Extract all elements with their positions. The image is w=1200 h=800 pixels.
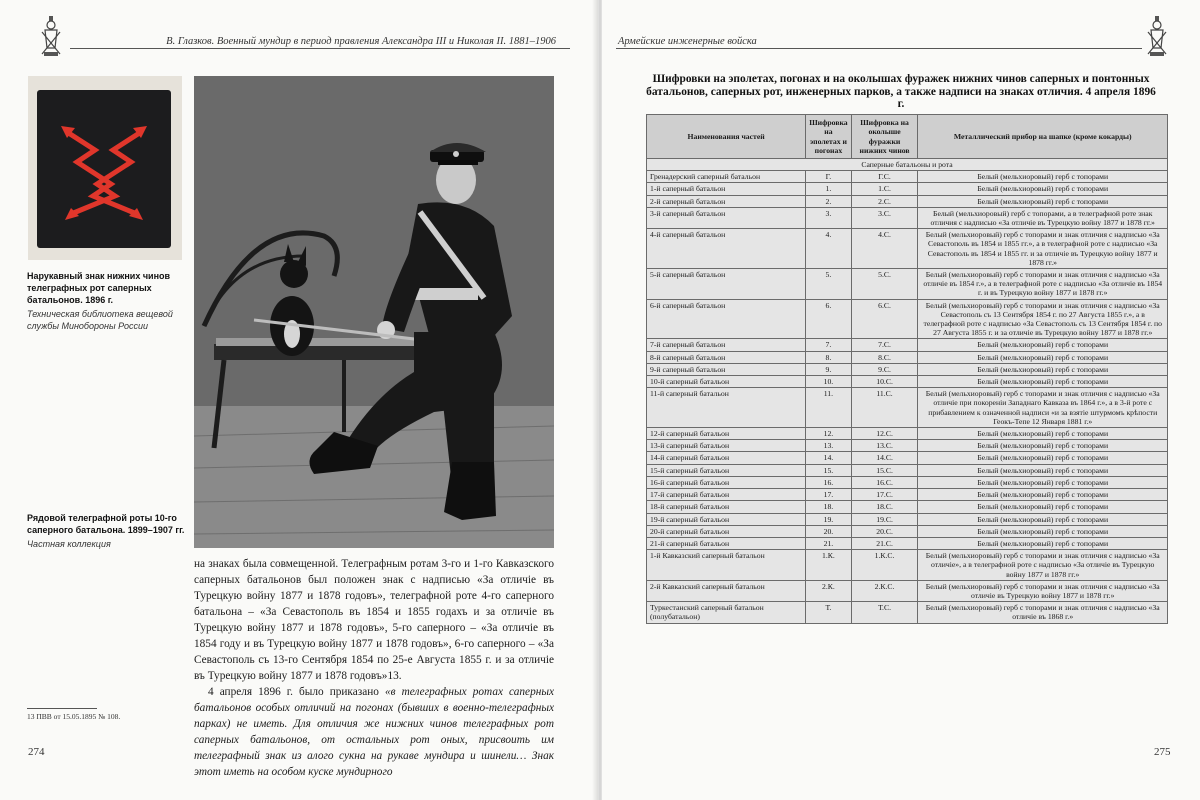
table-row bbox=[647, 428, 1168, 440]
cell-metal-insignia: Белый (мельхиоровый) герб с топорами bbox=[918, 501, 1168, 513]
cell-metal-insignia: Белый (мельхиоровый) герб с топорами bbox=[918, 339, 1168, 351]
page-number-right: 275 bbox=[1154, 746, 1171, 758]
running-head-right: Армейские инженерные войска bbox=[618, 36, 757, 47]
cell-metal-insignia: Белый (мельхиоровый) герб с топорами bbox=[918, 351, 1168, 363]
cell-unit-name: 19-й саперный батальон bbox=[647, 513, 806, 525]
page-number-left: 274 bbox=[28, 746, 45, 758]
photo-caption-title: Рядовой телеграфной роты 10-го саперного батальона. 1899–1907 гг. bbox=[27, 513, 185, 535]
table-row bbox=[647, 464, 1168, 476]
table-row bbox=[647, 339, 1168, 351]
cell-cap-band-cipher: 4.С. bbox=[851, 229, 918, 269]
cell-metal-insignia: Белый (мельхиоровый) герб с топорами bbox=[918, 452, 1168, 464]
cell-unit-name: 6-й саперный батальон bbox=[647, 299, 806, 339]
cell-metal-insignia: Белый (мельхиоровый) герб с топорами bbox=[918, 537, 1168, 549]
cell-cap-band-cipher: 7.С. bbox=[851, 339, 918, 351]
table-section-row bbox=[647, 159, 1168, 171]
cell-unit-name: 21-й саперный батальон bbox=[647, 537, 806, 549]
cell-cap-band-cipher: 15.С. bbox=[851, 464, 918, 476]
cell-metal-insignia: Белый (мельхиоровый) герб с топорами bbox=[918, 195, 1168, 207]
cell-epaulette-cipher: 7. bbox=[806, 339, 851, 351]
table-row bbox=[647, 452, 1168, 464]
insignia-table bbox=[646, 114, 1168, 624]
table-row bbox=[647, 602, 1168, 623]
table-row bbox=[647, 440, 1168, 452]
cell-epaulette-cipher: 18. bbox=[806, 501, 851, 513]
cell-epaulette-cipher: 1. bbox=[806, 183, 851, 195]
cell-cap-band-cipher: 16.С. bbox=[851, 476, 918, 488]
cell-epaulette-cipher: 21. bbox=[806, 537, 851, 549]
cell-cap-band-cipher: 13.С. bbox=[851, 440, 918, 452]
table-row bbox=[647, 550, 1168, 581]
table-row bbox=[647, 489, 1168, 501]
table-row bbox=[647, 537, 1168, 549]
telegraph-badge-patch bbox=[37, 90, 171, 248]
cell-metal-insignia: Белый (мельхиоровый) герб с топорами bbox=[918, 183, 1168, 195]
cell-metal-insignia: Белый (мельхиоровый) герб с топорами bbox=[918, 525, 1168, 537]
table-row bbox=[647, 476, 1168, 488]
left-page bbox=[0, 0, 598, 800]
cell-epaulette-cipher: 8. bbox=[806, 351, 851, 363]
footnote-rule bbox=[27, 708, 97, 709]
table-row bbox=[647, 183, 1168, 195]
cell-unit-name: 3-й саперный батальон bbox=[647, 207, 806, 228]
photo-caption bbox=[27, 512, 187, 550]
cell-cap-band-cipher: 12.С. bbox=[851, 428, 918, 440]
body-paragraph-2 bbox=[194, 684, 554, 780]
footnote: 13 ПВВ от 15.05.1895 № 108. bbox=[27, 712, 121, 721]
table-row bbox=[647, 580, 1168, 601]
cell-unit-name: 16-й саперный батальон bbox=[647, 476, 806, 488]
cell-cap-band-cipher: 3.С. bbox=[851, 207, 918, 228]
cell-epaulette-cipher: 2. bbox=[806, 195, 851, 207]
header-unit-name: Наименования частей bbox=[647, 115, 806, 159]
table-row bbox=[647, 501, 1168, 513]
cell-cap-band-cipher: 11.С. bbox=[851, 388, 918, 428]
badge-caption-source: Техническая библиотека вещевой службы Минобороны России bbox=[27, 309, 173, 331]
cell-metal-insignia: Белый (мельхиоровый) герб с топорами и знак отличия с надписью «За отличiе въ Турецкую войну 1877 и 1878 гг.» bbox=[918, 580, 1168, 601]
cell-metal-insignia: Белый (мельхиоровый) герб с топорами bbox=[918, 489, 1168, 501]
cell-metal-insignia: Белый (мельхиоровый) герб с топорами bbox=[918, 376, 1168, 388]
cell-metal-insignia: Белый (мельхиоровый) герб с топорами bbox=[918, 476, 1168, 488]
sapper-emblem-icon bbox=[40, 14, 62, 58]
cell-epaulette-cipher: 14. bbox=[806, 452, 851, 464]
header-rule-right bbox=[616, 48, 1142, 49]
running-head: В. Глазков. Военный мундир в период правления Александра III и Николая II. 1881–1906 bbox=[166, 36, 556, 47]
cell-metal-insignia: Белый (мельхиоровый) герб с топорами и знак отличия с надписью «За Севастополь съ 13 Сентября 1854 г. по 27 Августа 1855 г.», а в телеграфной роте с надписью «За Севастополь съ 13 Сентября 1854 г. по 27 Августа 1855 г. и за отличiе въ Турецкую войну 1877 и 1878 гг.» bbox=[918, 299, 1168, 339]
cell-metal-insignia: Белый (мельхиоровый) герб с топорами bbox=[918, 171, 1168, 183]
cell-epaulette-cipher: 16. bbox=[806, 476, 851, 488]
cell-unit-name: 11-й саперный батальон bbox=[647, 388, 806, 428]
cell-unit-name: 1-й саперный батальон bbox=[647, 183, 806, 195]
cell-unit-name: 13-й саперный батальон bbox=[647, 440, 806, 452]
cell-metal-insignia: Белый (мельхиоровый) герб с топорами bbox=[918, 513, 1168, 525]
cell-epaulette-cipher: 13. bbox=[806, 440, 851, 452]
cell-cap-band-cipher: 2.С. bbox=[851, 195, 918, 207]
badge-caption bbox=[27, 270, 187, 332]
cell-metal-insignia: Белый (мельхиоровый) герб с топорами, а в телеграфной роте знак отличия с надписью «За отличiе въ Турецкую войну 1877 и 1878 гг.» bbox=[918, 207, 1168, 228]
cell-epaulette-cipher: 5. bbox=[806, 269, 851, 300]
section-label: Саперные батальоны и рота bbox=[647, 159, 1168, 171]
cell-cap-band-cipher: 9.С. bbox=[851, 363, 918, 375]
cell-epaulette-cipher: 1.К. bbox=[806, 550, 851, 581]
cell-unit-name: 18-й саперный батальон bbox=[647, 501, 806, 513]
table-row bbox=[647, 299, 1168, 339]
cell-metal-insignia: Белый (мельхиоровый) герб с топорами и знак отличия с надписью «За Севастополь въ 1854 и 1855 гг.», а в телеграфной роте с надписью «За Севастополь въ 1854 и 1855 гг. и за отличiе въ Турецкую войну 1877 и 1878 гг.» bbox=[918, 229, 1168, 269]
cell-cap-band-cipher: 6.С. bbox=[851, 299, 918, 339]
cell-unit-name: 4-й саперный батальон bbox=[647, 229, 806, 269]
cell-cap-band-cipher: 17.С. bbox=[851, 489, 918, 501]
cell-cap-band-cipher: 14.С. bbox=[851, 452, 918, 464]
cell-epaulette-cipher: 9. bbox=[806, 363, 851, 375]
cell-cap-band-cipher: 18.С. bbox=[851, 501, 918, 513]
cell-cap-band-cipher: 21.С. bbox=[851, 537, 918, 549]
table-row bbox=[647, 207, 1168, 228]
cell-cap-band-cipher: 5.С. bbox=[851, 269, 918, 300]
header-metal-insignia: Металлический прибор на шапке (кроме кокарды) bbox=[918, 115, 1168, 159]
body-text bbox=[194, 556, 554, 780]
cell-unit-name: 17-й саперный батальон bbox=[647, 489, 806, 501]
cell-cap-band-cipher: 10.С. bbox=[851, 376, 918, 388]
table-header-row bbox=[647, 115, 1168, 159]
cell-metal-insignia: Белый (мельхиоровый) герб с топорами и знак отличия с надписью «За отличiе въ 1868 г.» bbox=[918, 602, 1168, 623]
cell-metal-insignia: Белый (мельхиоровый) герб с топорами bbox=[918, 428, 1168, 440]
photo-caption-source: Частная коллекция bbox=[27, 539, 111, 549]
cell-unit-name: 10-й саперный батальон bbox=[647, 376, 806, 388]
cell-unit-name: 2-й Кавказский саперный батальон bbox=[647, 580, 806, 601]
cell-unit-name: 8-й саперный батальон bbox=[647, 351, 806, 363]
soldier-photograph bbox=[194, 76, 554, 548]
cell-metal-insignia: Белый (мельхиоровый) герб с топорами и знак отличия с надписью «За отличiе въ 1854 г.», а в телеграфной роте с надписью «За отличiе въ 1854 г. и въ Турецкую войну 1877 и 1878 гг.» bbox=[918, 269, 1168, 300]
cell-epaulette-cipher: 12. bbox=[806, 428, 851, 440]
sapper-emblem-icon bbox=[1146, 14, 1168, 58]
cell-unit-name: 12-й саперный батальон bbox=[647, 428, 806, 440]
table-row bbox=[647, 376, 1168, 388]
cell-cap-band-cipher: 2.К.С. bbox=[851, 580, 918, 601]
cell-epaulette-cipher: 11. bbox=[806, 388, 851, 428]
header-cap-band-cipher: Шифровка на околыше фуражки нижних чинов bbox=[851, 115, 918, 159]
table-row bbox=[647, 525, 1168, 537]
table-row bbox=[647, 388, 1168, 428]
cell-unit-name: 1-й Кавказский саперный батальон bbox=[647, 550, 806, 581]
body-paragraph-1: на знаках была совмещенной. Телеграфным ротам 3-го и 1-го Кавказского саперных батальонов был положен знак с надписью «За отличiе въ Турецкую войну 1877 и 1878 годовъ», телеграфной роте 4-го саперного батальона – «За Севастополь въ 1854 и 1855 годахъ и за отличiе въ Турецкую войну 1877 и 1878 годовъ», 5-го саперного – «За отличiе въ 1854 году и въ Турецкую войну 1877 и 1878 годовъ», 6-го саперного – «За Севастополь съ 13-го Сентября 1854 по 25-е Августа 1855 г. и за отличiе въ Турецкую войну 1877 и 1878 годовъ»13. bbox=[194, 558, 554, 682]
cell-cap-band-cipher: 8.С. bbox=[851, 351, 918, 363]
cell-epaulette-cipher: 6. bbox=[806, 299, 851, 339]
cell-epaulette-cipher: 15. bbox=[806, 464, 851, 476]
badge-caption-title: Нарукавный знак нижних чинов телеграфных рот саперных батальонов. 1896 г. bbox=[27, 271, 171, 305]
body-paragraph-2-quote: «в телеграфных ротах саперных батальонов особых отличий на погонах (бывших в военно-телеграфных парках) не иметь. Для отличия же нижних чинов телеграфных рот саперных батальонов, от остальных рот оных, присвоить им телеграфный знак из алого сукна на рукаве мундира и шинели… Знак этот иметь на особом куске мундирного bbox=[194, 686, 554, 778]
cell-cap-band-cipher: Г.С. bbox=[851, 171, 918, 183]
cell-unit-name: 15-й саперный батальон bbox=[647, 464, 806, 476]
cell-unit-name: 2-й саперный батальон bbox=[647, 195, 806, 207]
body-paragraph-2-lead: 4 апреля 1896 г. было приказано bbox=[208, 686, 385, 698]
cell-epaulette-cipher: Г. bbox=[806, 171, 851, 183]
table-row bbox=[647, 351, 1168, 363]
table-row bbox=[647, 269, 1168, 300]
cell-unit-name: 9-й саперный батальон bbox=[647, 363, 806, 375]
cell-cap-band-cipher: 1.С. bbox=[851, 183, 918, 195]
cell-unit-name: 7-й саперный батальон bbox=[647, 339, 806, 351]
table-row bbox=[647, 363, 1168, 375]
cell-unit-name: 14-й саперный батальон bbox=[647, 452, 806, 464]
cell-unit-name: 5-й саперный батальон bbox=[647, 269, 806, 300]
telegraph-symbol-icon bbox=[37, 90, 171, 248]
cell-metal-insignia: Белый (мельхиоровый) герб с топорами bbox=[918, 440, 1168, 452]
cell-cap-band-cipher: Т.С. bbox=[851, 602, 918, 623]
header-epaulette-cipher: Шифровка на эполетах и погонах bbox=[806, 115, 851, 159]
table-row bbox=[647, 195, 1168, 207]
cell-unit-name: Гренадерский саперный батальон bbox=[647, 171, 806, 183]
cell-epaulette-cipher: Т. bbox=[806, 602, 851, 623]
cell-cap-band-cipher: 1.К.С. bbox=[851, 550, 918, 581]
sleeve-badge-image bbox=[28, 76, 182, 260]
cell-epaulette-cipher: 10. bbox=[806, 376, 851, 388]
cell-metal-insignia: Белый (мельхиоровый) герб с топорами и знак отличия с надписью «За отличiе», а в телеграфной роте с надписью «За отличiе въ Турецкую войну 1877 и 1878 гг.» bbox=[918, 550, 1168, 581]
cell-epaulette-cipher: 4. bbox=[806, 229, 851, 269]
cell-epaulette-cipher: 20. bbox=[806, 525, 851, 537]
cell-epaulette-cipher: 2.К. bbox=[806, 580, 851, 601]
cell-unit-name: Туркестанский саперный батальон (полубатальон) bbox=[647, 602, 806, 623]
cell-cap-band-cipher: 19.С. bbox=[851, 513, 918, 525]
table-row bbox=[647, 513, 1168, 525]
cell-epaulette-cipher: 17. bbox=[806, 489, 851, 501]
cell-metal-insignia: Белый (мельхиоровый) герб с топорами bbox=[918, 464, 1168, 476]
cell-unit-name: 20-й саперный батальон bbox=[647, 525, 806, 537]
right-page bbox=[602, 0, 1200, 800]
cell-cap-band-cipher: 20.С. bbox=[851, 525, 918, 537]
cell-epaulette-cipher: 19. bbox=[806, 513, 851, 525]
cell-metal-insignia: Белый (мельхиоровый) герб с топорами bbox=[918, 363, 1168, 375]
table-row bbox=[647, 171, 1168, 183]
cell-metal-insignia: Белый (мельхиоровый) герб с топорами и знак отличия с надписью «За отличiе при покоренiи Западнаго Кавказа въ 1864 г.», а в 3-й роте с прибавлением к означенной надписи «и за взятiе штурмомъ крѣпости Геокъ-Тепе 12 Января 1881 г.» bbox=[918, 388, 1168, 428]
header-rule bbox=[70, 48, 570, 49]
table-title: Шифровки на эполетах, погонах и на околышах фуражек нижних чинов саперных и понтонных батальонов, саперных рот, инженерных парков, а также надписи на знаках отличия. 4 апреля 1896 г. bbox=[646, 73, 1156, 110]
cell-epaulette-cipher: 3. bbox=[806, 207, 851, 228]
table-row bbox=[647, 229, 1168, 269]
